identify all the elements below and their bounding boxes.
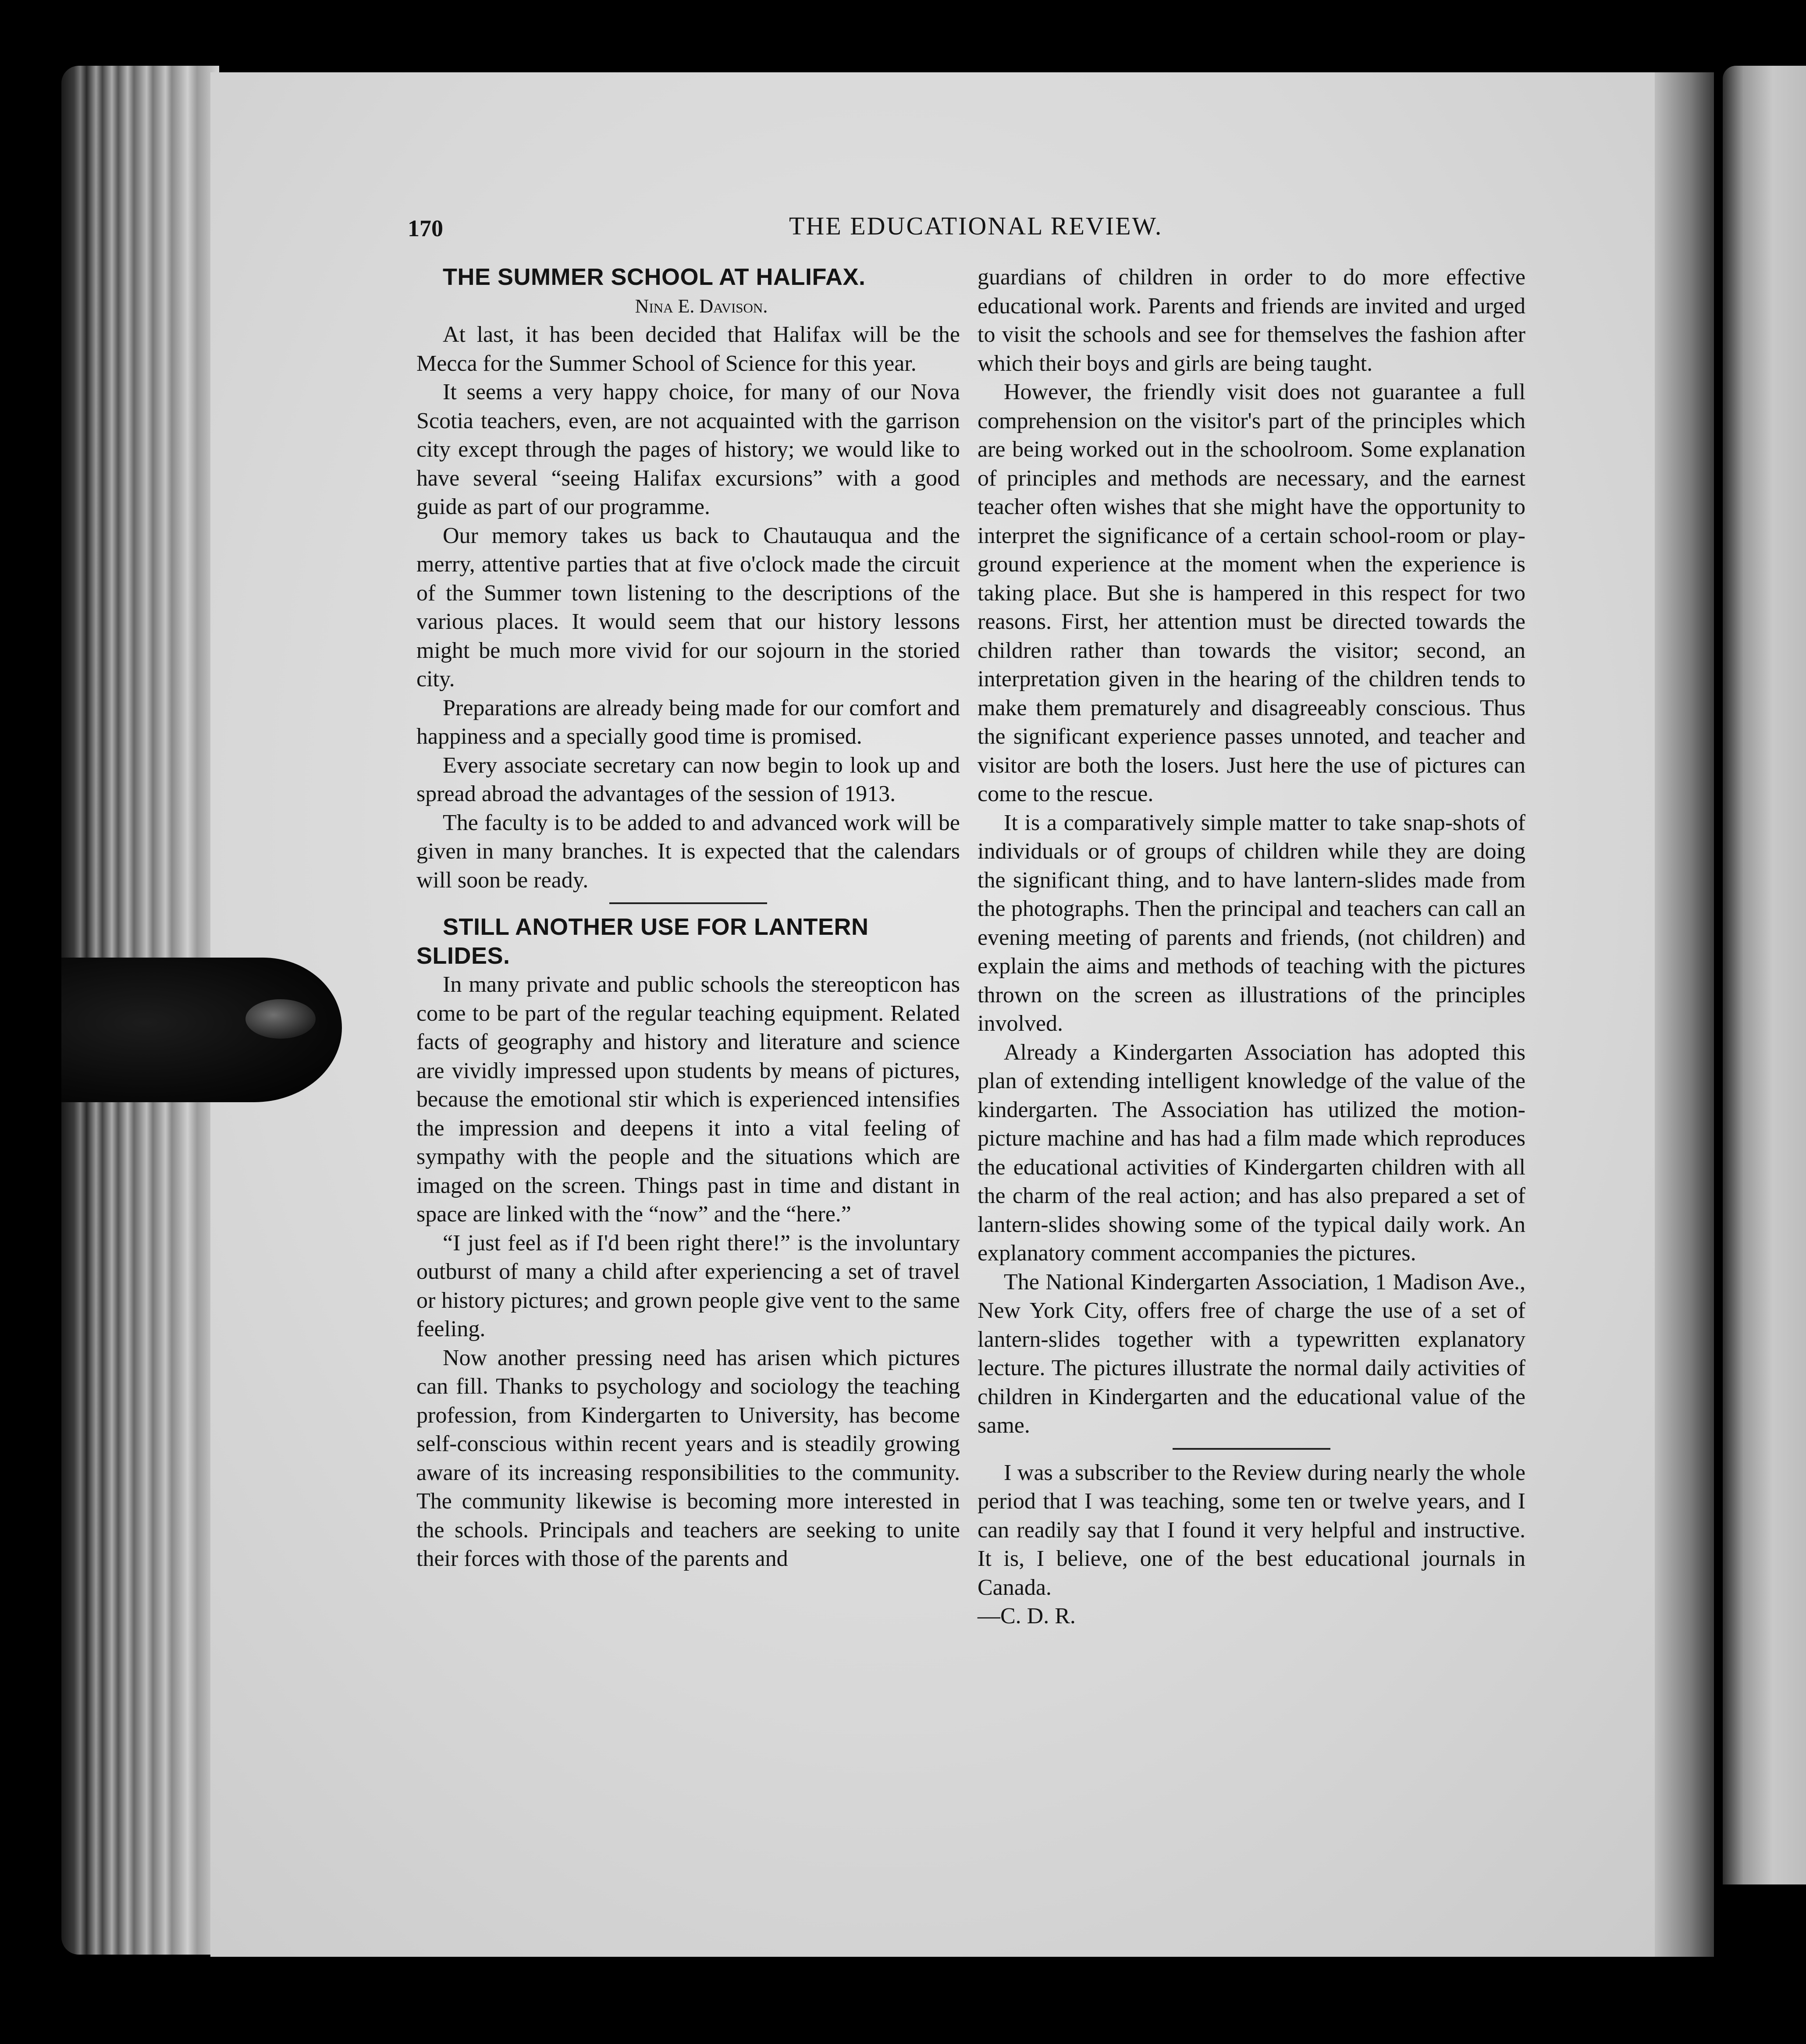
paragraph: “I just feel as if I'd been right there!” is the involuntary outburst of many a child after experiencing a set of travel or history pictures; and grown people give vent to the same feeling.	[416, 1230, 960, 1341]
paragraph: The faculty is to be added to and advanced work will be given in many branches. It is expected that the calendars will soon be ready.	[416, 810, 960, 893]
section-divider	[609, 902, 767, 904]
running-header: THE EDUCATIONAL REVIEW.	[789, 212, 1163, 240]
paragraph-continuation: guardians of children in order to do more effective educational work. Parents and friends are invited and urged to visit the schools and see for themselves the fashion after which their boys and girls are being taught.	[978, 265, 1525, 376]
page-number: 170	[408, 215, 443, 241]
paragraph: Now another pressing need has arisen which pictures can fill. Thanks to psychology and sociology the teaching profession, from Kindergarten to University, has become self-conscious within recent years and is steadily growing aware of its increasing responsibilities to the community. The community likewise is becoming more interested in the schools. Principals and teachers are seeking to unite their forces with those of the parents and	[416, 1345, 960, 1571]
paragraph: However, the friendly visit does not guarantee a full comprehension on the visitor's part of the principles which are being worked out in the schoolroom. Some explanation of principles and methods are necessary, and the earnest teacher often wishes that she might have the opportunity to interpret the significance of a certain school-room or play-ground experience at the moment when the experience is taking place. But she is hampered in this respect for two reasons. First, her attention must be directed towards the children rather than towards the visitor; second, an interpretation given in the hearing of the children tends to make them prematurely and disagreeably conscious. Thus the significant experience passes unnoted, and teacher and visitor are both the losers. Just here the use of pictures can come to the rescue.	[978, 380, 1525, 806]
facing-page-edge	[1723, 66, 1806, 1884]
testimonial-signature: —C. D. R.	[978, 1604, 1076, 1629]
section-divider	[1173, 1448, 1330, 1450]
left-column	[416, 263, 960, 1573]
paragraph: It is a comparatively simple matter to take snap-shots of individuals or of groups of children while they are doing the significant thing, and to have lantern-slides made from the photographs. Then the principal and teachers can call an evening meeting of parents and friends, (not children) and explain the aims and methods of teaching with the pictures thrown on the screen as illustrations of the principles involved.	[978, 810, 1525, 1036]
testimonial: I was a subscriber to the Review during nearly the whole period that I was teaching, some ten or twelve years, and I can readily say that I found it very helpful and instructive. It is, I believe, one of the best educational journals in Canada.	[978, 1460, 1525, 1600]
paragraph: In many private and public schools the stereopticon has come to be part of the regular teaching equipment. Related facts of geography and history and literature and science are vividly impressed upon students by means of pictures, because the emotional stir which is experienced intensifies the impression and deepens it into a vital feeling of sympathy with the people and the situations which are imaged on the screen. Things past in time and distant in space are linked with the “now” and the “here.”	[416, 972, 960, 1227]
paragraph: Preparations are already being made for our comfort and happiness and a specially good time is promised.	[416, 695, 960, 749]
article-title-summer-school: THE SUMMER SCHOOL AT HALIFAX.	[443, 264, 866, 290]
paragraph: Already a Kindergarten Association has adopted this plan of extending intelligent knowledge of the value of the kindergarten. The Association has utilized the motion-picture machine and has had a film made which reproduces the educational activities of Kindergarten children with all the charm of the real action; and has also prepared a set of lantern-slides showing some of the typical daily work. An explanatory comment accompanies the pictures.	[978, 1040, 1525, 1266]
paragraph: At last, it has been decided that Halifax will be the Mecca for the Summer School of Science for this year.	[416, 322, 960, 376]
paragraph: The National Kindergarten Association, 1 Madison Ave., New York City, offers free of charge the use of a set of lantern-slides together with a typewritten explanatory lecture. The pictures illustrate the normal daily activities of children in Kindergarten and the educational value of the same.	[978, 1269, 1525, 1438]
right-column	[978, 263, 1525, 1631]
article-title-lantern-slides: STILL ANOTHER USE FOR LANTERN SLIDES.	[416, 914, 869, 969]
paragraph: Every associate secretary can now begin to look up and spread abroad the advantages of the session of 1913.	[416, 752, 960, 806]
paragraph: Our memory takes us back to Chautauqua and the merry, attentive parties that at five o'clock made the circuit of the Summer town listening to the descriptions of the various places. It would seem that our history lessons might be much more vivid for our sojourn in the storied city.	[416, 523, 960, 692]
thumb-nail-highlight	[245, 999, 316, 1039]
page-gutter-shadow	[1655, 72, 1714, 1957]
article-byline: Nina E. Davison.	[635, 295, 768, 317]
paragraph: It seems a very happy choice, for many of our Nova Scotia teachers, even, are not acquainted with the garrison city except through the pages of history; we would like to have several “seeing Halifax excursions” with a good guide as part of our programme.	[416, 380, 960, 519]
